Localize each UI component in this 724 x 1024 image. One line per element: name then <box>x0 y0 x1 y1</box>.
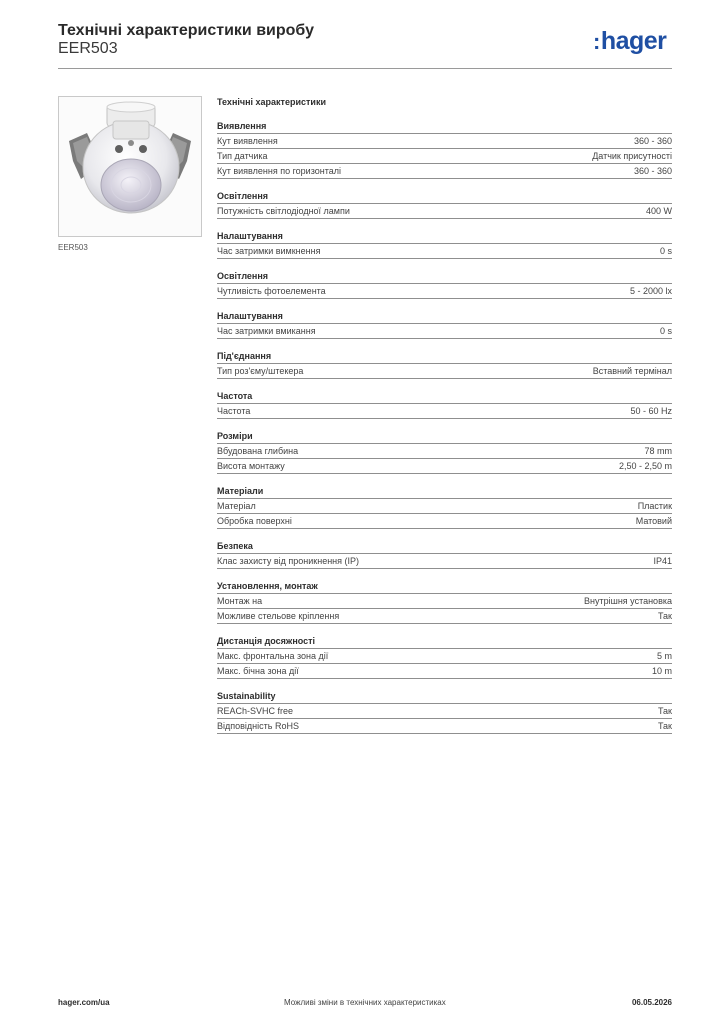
spec-group <box>217 540 672 569</box>
spec-label: Можливе стельове кріплення <box>217 611 340 621</box>
spec-row <box>217 704 672 719</box>
spec-row <box>217 649 672 664</box>
spec-value: 2,50 - 2,50 m <box>618 461 672 471</box>
spec-row <box>217 204 672 219</box>
spec-group-title: Матеріали <box>217 485 672 499</box>
spec-group-title: Установлення, монтаж <box>217 580 672 594</box>
spec-group <box>217 270 672 299</box>
logo-mark-icon: : <box>593 29 600 54</box>
spec-row <box>217 499 672 514</box>
spec-label: Обробка поверхні <box>217 516 292 526</box>
spec-value: IP41 <box>653 556 672 566</box>
spec-group <box>217 310 672 339</box>
product-image <box>58 96 202 237</box>
footer-disclaimer: Можливі зміни в технічних характеристиках <box>284 998 446 1007</box>
spec-group <box>217 230 672 259</box>
spec-label: Макс. фронтальна зона дії <box>217 651 329 661</box>
spec-row <box>217 324 672 339</box>
spec-label: Висота монтажу <box>217 461 285 471</box>
spec-value: 5 - 2000 lx <box>629 286 672 296</box>
spec-row <box>217 719 672 734</box>
spec-group <box>217 635 672 679</box>
spec-row <box>217 364 672 379</box>
page-title: Технічні характеристики виробу <box>58 22 314 39</box>
spec-value: Так <box>657 721 672 731</box>
spec-group <box>217 390 672 419</box>
spec-group-title: Безпека <box>217 540 672 554</box>
spec-row <box>217 609 672 624</box>
footer-date: 06.05.2026 <box>631 998 672 1007</box>
spec-value: 360 - 360 <box>633 166 672 176</box>
spec-label: Кут виявлення по горизонталі <box>217 166 341 176</box>
spec-value: 78 mm <box>644 446 672 456</box>
spec-label: Час затримки вимкнення <box>217 246 321 256</box>
hager-logo <box>593 26 666 57</box>
motion-sensor-icon <box>59 97 201 236</box>
spec-value: Так <box>657 611 672 621</box>
spec-row <box>217 164 672 179</box>
spec-label: REACh-SVHC free <box>217 706 294 716</box>
spec-label: Клас захисту від проникнення (IP) <box>217 556 360 566</box>
spec-row <box>217 284 672 299</box>
spec-label: Монтаж на <box>217 596 263 606</box>
spec-label: Потужність світлодіодної лампи <box>217 206 350 216</box>
spec-value: 10 m <box>651 666 672 676</box>
spec-label: Час затримки вмикання <box>217 326 316 336</box>
spec-label: Відповідність RoHS <box>217 721 299 731</box>
spec-label: Кут виявлення <box>217 136 278 146</box>
specifications-table <box>217 96 672 734</box>
header-divider <box>58 68 672 69</box>
spec-label: Матеріал <box>217 501 256 511</box>
spec-group-title: Освітлення <box>217 190 672 204</box>
spec-label: Чутливість фотоелемента <box>217 286 326 296</box>
spec-group <box>217 485 672 529</box>
spec-label: Тип датчика <box>217 151 268 161</box>
spec-row <box>217 444 672 459</box>
spec-value: Вставний термінал <box>592 366 672 376</box>
spec-group-title: Розміри <box>217 430 672 444</box>
spec-group <box>217 580 672 624</box>
spec-row <box>217 459 672 474</box>
spec-value: Пластик <box>637 501 672 511</box>
spec-value: 5 m <box>656 651 672 661</box>
spec-value: Датчик присутності <box>592 151 672 161</box>
spec-group <box>217 350 672 379</box>
footer-website-link[interactable]: hager.com/ua <box>58 998 110 1007</box>
spec-groups <box>217 120 672 734</box>
spec-row <box>217 594 672 609</box>
spec-value: 50 - 60 Hz <box>630 406 672 416</box>
spec-label: Макс. бічна зона дії <box>217 666 299 676</box>
spec-group <box>217 120 672 179</box>
spec-group-title: Sustainability <box>217 690 672 704</box>
spec-row <box>217 404 672 419</box>
spec-group-title: Дистанція досяжності <box>217 635 672 649</box>
spec-group-title: Виявлення <box>217 120 672 134</box>
spec-row <box>217 149 672 164</box>
spec-group <box>217 430 672 474</box>
spec-value: 0 s <box>659 246 672 256</box>
spec-value: 0 s <box>659 326 672 336</box>
spec-group-title: Освітлення <box>217 270 672 284</box>
spec-value: 400 W <box>645 206 672 216</box>
spec-value: Матовий <box>635 516 672 526</box>
spec-row <box>217 244 672 259</box>
spec-group-title: Частота <box>217 390 672 404</box>
spec-row <box>217 134 672 149</box>
product-reference: EER503 <box>58 40 118 57</box>
spec-value: Внутрішня установка <box>584 596 672 606</box>
spec-label: Тип роз'єму/штекера <box>217 366 304 376</box>
spec-row <box>217 664 672 679</box>
spec-group <box>217 190 672 219</box>
spec-group-title: Налаштування <box>217 310 672 324</box>
spec-row <box>217 514 672 529</box>
spec-group-title: Під'єднання <box>217 350 672 364</box>
spec-group <box>217 690 672 734</box>
spec-label: Вбудована глибина <box>217 446 299 456</box>
spec-value: 360 - 360 <box>633 136 672 146</box>
logo-text: hager <box>600 27 667 55</box>
spec-label: Частота <box>217 406 251 416</box>
specs-heading: Технічні характеристики <box>217 97 326 107</box>
spec-row <box>217 554 672 569</box>
spec-group-title: Налаштування <box>217 230 672 244</box>
spec-value: Так <box>657 706 672 716</box>
image-caption: EER503 <box>58 243 88 252</box>
